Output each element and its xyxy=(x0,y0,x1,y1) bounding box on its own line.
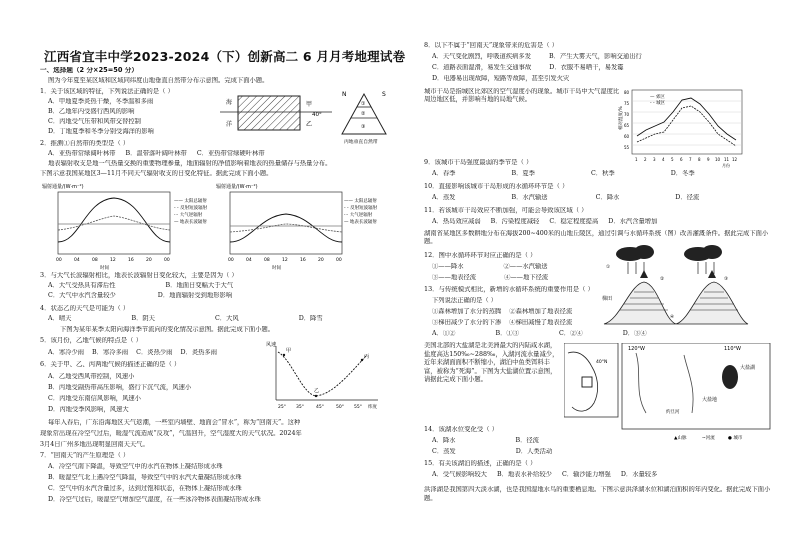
svg-text:~河流: ~河流 xyxy=(702,436,715,441)
intro-4a: 每年入春后，广东沿海地区天气返潮，一些室内墙壁、地面会“冒水”，称为“回南天”。这种 xyxy=(48,419,301,426)
q9-option-d: D．冬季 xyxy=(670,170,695,177)
q13-choice-c: C．②④ xyxy=(558,330,583,337)
q15-option-d: D．水量较多 xyxy=(620,471,658,478)
svg-text:75: 75 xyxy=(624,101,630,106)
q1-option-c: C．丙地受气压带和风带交替控制 xyxy=(48,118,141,125)
q4-option-d: D．降雪 xyxy=(298,315,323,322)
q12-option-b: ②——水汽输送 xyxy=(503,263,548,270)
intro-6: 湖南省某地区多数耕地分布在海拔200~400米的山地丘陵区，通过引调与水循环系统（图）改善灌溉条件。据此完成下面小题。 xyxy=(424,230,769,246)
svg-text:55°: 55° xyxy=(354,405,362,410)
svg-text:— 郊区: — 郊区 xyxy=(650,95,665,100)
svg-text:00: 00 xyxy=(336,258,342,263)
svg-text:120°W: 120°W xyxy=(628,346,645,352)
q11-option-b: B．污染程度减轻 xyxy=(490,218,540,225)
svg-text:04: 04 xyxy=(74,258,80,263)
intro-2b: 下图示意我国某地区3—11月不同天气辐射收支的日变化特征。据此完成下面小题。 xyxy=(40,170,273,177)
svg-text:10: 10 xyxy=(715,157,721,162)
q2-option-b: B．温带落叶阔叶林带 xyxy=(125,150,187,157)
intro-1: 图为今年夏至某区域和区域同纬度山地垂直自然带分布示意图。完成下面小题。 xyxy=(48,77,269,84)
svg-text:- - 反射短波辐射: - - 反射短波辐射 xyxy=(174,206,208,211)
svg-text:辐射通量/(W·m⁻²): 辐射通量/(W·m⁻²) xyxy=(216,184,258,190)
svg-text:20: 20 xyxy=(318,258,324,263)
svg-text:①: ① xyxy=(361,101,366,107)
svg-text:- - 城区: - - 城区 xyxy=(650,101,666,106)
q9-option-a: A．春季 xyxy=(432,170,456,177)
svg-text:乙: 乙 xyxy=(306,121,313,128)
q2-option-a: A．亚热带常绿阔叶林带 xyxy=(48,150,116,157)
q4-stem: 4．状态乙的天气是可能为（ ） xyxy=(40,305,130,312)
svg-text:— 地表长波辐射: — 地表长波辐射 xyxy=(344,220,377,225)
svg-text:5: 5 xyxy=(671,157,674,162)
q10-option-c: C．降水 xyxy=(595,194,620,201)
svg-text:65: 65 xyxy=(624,123,630,128)
section-heading: 一、选择题（2 分×25=50 分） xyxy=(40,67,138,74)
svg-text:丙: 丙 xyxy=(364,354,370,360)
solar-radiation-line-a xyxy=(58,198,170,242)
sea-region-box xyxy=(238,96,300,130)
q13-choice-d: D．③④ xyxy=(622,330,647,337)
svg-text:相对湿度/%: 相对湿度/% xyxy=(619,106,624,130)
q3-option-b: B．地面日变幅大于大气 xyxy=(165,282,234,289)
intro-4b: 现象常出现在冷空气过后，暖湿气流造成“反攻”，气温回升，空气湿度大的天气状况。2024年 xyxy=(40,430,302,437)
water-cycle-figure xyxy=(600,240,750,332)
svg-text:45°: 45° xyxy=(316,405,324,410)
svg-text:50°: 50° xyxy=(336,405,344,410)
svg-text:70: 70 xyxy=(624,112,630,117)
svg-text:N: N xyxy=(342,91,347,98)
intro-5: 城市干岛是指城区比郊区的空气湿度小的现象。城市干岛中大气湿度比周边地区低，并影响当地的局地气候。 xyxy=(424,88,620,104)
q3-option-a: A．大气受热具有滞后性 xyxy=(48,282,116,289)
q13-option-1: ①森林增加了水分的蒸腾 xyxy=(432,308,502,315)
svg-text:··· 大气逆辐射: ··· 大气逆辐射 xyxy=(174,213,203,218)
outro: 洪泽湖是我国第四大淡水湖，也是我国湿地水鸟的重要栖息地。下图示意洪泽湖水位和湖泊面积的年内变化。据此完成下面小题。 xyxy=(424,486,771,502)
wind-speed-figure xyxy=(262,338,384,414)
svg-text:00: 00 xyxy=(164,258,170,263)
svg-text:12: 12 xyxy=(282,258,288,263)
q5-option-c: C．炎热少雨 xyxy=(136,349,173,356)
svg-text:12: 12 xyxy=(110,258,116,263)
q8-option-c: C．道路表面湿滑，易发生交通事故 xyxy=(432,64,532,71)
q5-stem: 5．该月份，乙地气候的特点是（ ） xyxy=(40,337,142,344)
q10-option-d: D．径流 xyxy=(675,194,700,201)
q13-option-4: ④梯田减慢了地表径流 xyxy=(509,319,573,326)
q14-option-d: D．人类活动 xyxy=(515,448,553,455)
q15-option-c: C．输沙能力增强 xyxy=(561,471,611,478)
q2-option-c: C．亚热带常绿硬叶林带 xyxy=(196,150,265,157)
q11-option-d: D．水汽含量增加 xyxy=(608,218,658,225)
q12-stem: 12．图中水循环环节对应正确的是（ ） xyxy=(424,252,537,259)
q12-option-c: ③——地表径流 xyxy=(432,274,477,281)
intro-4c: 3月4日广州多地出现明显回南天天气。 xyxy=(40,441,149,448)
svg-text:③: ③ xyxy=(724,277,729,282)
q7-stem: 7．“回南天”的产生原理是（ ） xyxy=(40,452,130,459)
q8-stem: 8．以下不属于“回南天”现象带来的危害是（ ） xyxy=(424,42,559,49)
q8-option-b: B．产生大雾天气，影响交通出行 xyxy=(549,53,642,60)
q1-stem: 1．关于该区域的特征，下列说法正确的是（ ） xyxy=(40,88,174,95)
svg-text:④: ④ xyxy=(670,315,675,320)
svg-text:12: 12 xyxy=(732,157,738,162)
svg-text:—— 太阳总辐射: —— 太阳总辐射 xyxy=(174,199,207,204)
intro-7: 美国北部的大盐湖是北美洲最大的内陆咸水湖，盐度高达150‰~288‰，入湖河流水量减少，近年来湖面面积不断缩小，湖泊中鱼类饵料丰富，被称为“死海”。下图为大盐湖位置示意图，请据此完成下面小题。 xyxy=(424,342,559,384)
q12-option-d: ④——地下径流 xyxy=(504,274,549,281)
q9-option-b: B．夏季 xyxy=(511,170,535,177)
q4-option-c: C．大风 xyxy=(214,315,239,322)
svg-text:04: 04 xyxy=(246,258,252,263)
q13-stem: 13．与传统模式相比，新增的水循环系统的重要作用是（ ） xyxy=(424,286,594,293)
svg-text:— 地表长波辐射: — 地表长波辐射 xyxy=(174,220,207,225)
mountain-zone-figure xyxy=(338,88,390,146)
q14-option-c: C．蒸发 xyxy=(432,448,456,455)
humidity-chart-figure xyxy=(618,86,748,168)
q3-option-c: C．大气中水汽含量较少 xyxy=(48,292,116,299)
svg-text:9: 9 xyxy=(707,157,710,162)
q7-option-a: A．冷空气南下降温，导致空气中的水汽在物体上凝结形成水珠 xyxy=(48,463,223,470)
q14-option-b: B．径流 xyxy=(515,437,539,444)
q15-stem: 15．有关该湖泊的描述，正确的是（ ） xyxy=(424,460,537,467)
q3-option-d: D．地面辐射受到地形影响 xyxy=(157,292,233,299)
svg-text:月份: 月份 xyxy=(722,163,730,168)
q8-option-d2: D．电器易出现故障，短路等故障，甚至引发火灾 xyxy=(432,75,570,82)
q1-option-d: D．丁地夏季和冬季分别受海洋的影响 xyxy=(48,128,154,135)
svg-text:乙: 乙 xyxy=(314,388,320,394)
svg-text:- - 反射短波辐射: - - 反射短波辐射 xyxy=(344,206,378,211)
svg-text:甲: 甲 xyxy=(306,101,313,108)
panel-b-xlabel: 时间 xyxy=(272,266,281,271)
q5-option-a: A．寒冷少雨 xyxy=(48,349,85,356)
svg-text:00: 00 xyxy=(228,258,234,263)
svg-text:②: ② xyxy=(660,277,665,282)
q6-option-c: C．丙地受东南信风影响，风速小 xyxy=(48,395,141,402)
svg-text:1: 1 xyxy=(635,157,638,162)
svg-text:11: 11 xyxy=(724,157,730,162)
svg-text:7: 7 xyxy=(689,157,692,162)
svg-text:● 城市: ● 城市 xyxy=(728,436,743,441)
svg-text:6: 6 xyxy=(680,157,683,162)
q10-stem: 10．直接影响该城市干岛形成的水循环环节是（ ） xyxy=(424,183,569,190)
intro-3: 下图为某年某季太阳向海洋季节流向的变化情况示意图。据此完成下面小题。 xyxy=(60,326,275,333)
svg-text:16: 16 xyxy=(300,258,306,263)
q8-option-d: D．衣服不易晒干，易发霉 xyxy=(549,64,624,71)
q10-option-a: A．蒸发 xyxy=(432,194,456,201)
svg-text:80: 80 xyxy=(624,90,630,95)
solar-radiation-line-b xyxy=(230,214,342,242)
q5-option-d: D．炎热多雨 xyxy=(180,349,218,356)
svg-text:25°: 25° xyxy=(278,405,286,410)
svg-text:甲: 甲 xyxy=(286,348,292,354)
q13-option-2: ②森林增加了地表径流 xyxy=(509,308,573,315)
svg-text:60: 60 xyxy=(624,134,630,139)
svg-text:S: S xyxy=(382,91,386,98)
svg-text:▲山脉: ▲山脉 xyxy=(674,436,687,441)
q14-option-a: A．降水 xyxy=(432,437,456,444)
q14-stem: 14．该湖水位变化受（ ） xyxy=(424,426,499,433)
q9-option-c: C．秋季 xyxy=(590,170,615,177)
svg-text:风速: 风速 xyxy=(266,342,277,348)
svg-text:20: 20 xyxy=(146,258,152,263)
svg-text:16: 16 xyxy=(128,258,134,263)
svg-text:40°: 40° xyxy=(312,112,322,118)
svg-text:08: 08 xyxy=(92,258,98,263)
q11-option-c: C．稳定程度提高 xyxy=(549,218,599,225)
svg-text:大盐地: 大盐地 xyxy=(702,397,718,403)
q9-stem: 9．该城市干岛强度最弱的季节是（ ） xyxy=(424,159,533,166)
svg-text:②: ② xyxy=(361,111,366,117)
q10-option-b: B．水汽输送 xyxy=(511,194,548,201)
svg-text:梯田: 梯田 xyxy=(602,296,613,302)
q7-option-b: B．暖湿空气北上遇冷空气降温，导致空气中的水汽大量凝结形成水珠 xyxy=(48,474,242,481)
svg-text:①: ① xyxy=(606,265,611,270)
svg-text:2: 2 xyxy=(644,157,647,162)
svg-text:110°W: 110°W xyxy=(724,346,741,352)
q13-choice-a: A．①② xyxy=(432,330,456,337)
svg-text:35°: 35° xyxy=(296,405,304,410)
q11-stem: 11．若该城市干岛效应不断加强，可能会导致该区域（ ） xyxy=(424,207,588,214)
q6-option-a: A．乙地受西风带控制，风速小 xyxy=(48,373,135,380)
q7-option-c: C．空气中的水汽含量过多，达到过饱和状态，在物体上凝结形成水珠 xyxy=(48,485,242,492)
q7-option-d: D．冷空气过后，暖湿空气增加空气湿度，在一些冰冷物体表面凝结形成水珠 xyxy=(48,496,261,503)
svg-text:—— 太阳总辐射: —— 太阳总辐射 xyxy=(344,199,377,204)
q13-sub: 下列说法正确的是（ ） xyxy=(432,297,497,304)
q8-option-a: A．天气变化剧烈，呼吸道疾病多发 xyxy=(432,53,532,60)
svg-text:00: 00 xyxy=(56,258,62,263)
q6-option-b: B．丙地受副热带高压影响，盛行下沉气流，风速小 xyxy=(48,384,192,391)
panel-a-xlabel: 时间 xyxy=(100,266,109,271)
q1-option-a: A．甲地夏季炎热干燥，冬季温和多雨 xyxy=(48,98,154,105)
great-salt-lake-map xyxy=(564,343,774,443)
q5-option-b: B．寒冷多雨 xyxy=(92,349,129,356)
svg-text:55: 55 xyxy=(624,145,630,150)
svg-text:08: 08 xyxy=(264,258,270,263)
q15-option-b: B．地表水补给较少 xyxy=(496,471,552,478)
svg-text:大盐湖: 大盐湖 xyxy=(740,365,756,371)
salt-lake-shape xyxy=(722,365,738,389)
q11-option-a: A．热岛效应减弱 xyxy=(432,218,481,225)
q2-stem: 2．推测①自然带的类型是（ ） xyxy=(40,140,130,147)
svg-text:约旦河: 约旦河 xyxy=(666,410,680,415)
q13-choice-b: B．①③ xyxy=(495,330,519,337)
svg-text:8: 8 xyxy=(698,157,701,162)
svg-text:4: 4 xyxy=(662,157,665,162)
wind-speed-curve xyxy=(278,352,366,396)
svg-text:3: 3 xyxy=(653,157,656,162)
mountain-caption: 丙地垂直自然带 xyxy=(344,140,378,145)
q3-stem: 3．与大气长波辐射相比，地表长波辐射日变化较大，主要是因为（ ） xyxy=(40,272,238,279)
svg-text:辐射通量/(W·m⁻²): 辐射通量/(W·m⁻²) xyxy=(42,184,84,190)
q15-option-a: A．受气候影响较大 xyxy=(432,471,487,478)
fig1-label-hai: 海 xyxy=(226,99,233,106)
q6-option-d: D．丙地受季风影响，风速大 xyxy=(48,406,129,413)
svg-text:洋: 洋 xyxy=(226,121,233,128)
svg-text:40°N: 40°N xyxy=(596,360,608,365)
q4-option-a: A．晴天 xyxy=(48,315,72,322)
svg-text:纬度: 纬度 xyxy=(368,405,377,410)
q1-option-b: B．乙地年内受盛行西风的影响 xyxy=(48,108,135,115)
radiation-chart-figure xyxy=(40,180,380,272)
q12-option-a: ①——降水 xyxy=(432,263,464,270)
svg-text:··· 大气逆辐射: ··· 大气逆辐射 xyxy=(344,213,373,218)
svg-text:③: ③ xyxy=(361,124,366,130)
intro-2: 地表辐射收支是地一气热量交换的重要物理参量，地面辐射的净值影响着地表的热量储存与热量分布。 xyxy=(48,160,332,167)
region-map-figure xyxy=(220,90,332,140)
q13-option-3: ③梯田减少了水分的下渗 xyxy=(432,319,502,326)
q4-option-b: B．阴天 xyxy=(131,315,155,322)
q6-stem: 6．关于甲、乙、丙两地气候的描述正确的是（ ） xyxy=(40,361,181,368)
page-title: 江西省宜丰中学2023-2024（下）创新高二 6 月月考地理试卷 xyxy=(44,49,406,64)
